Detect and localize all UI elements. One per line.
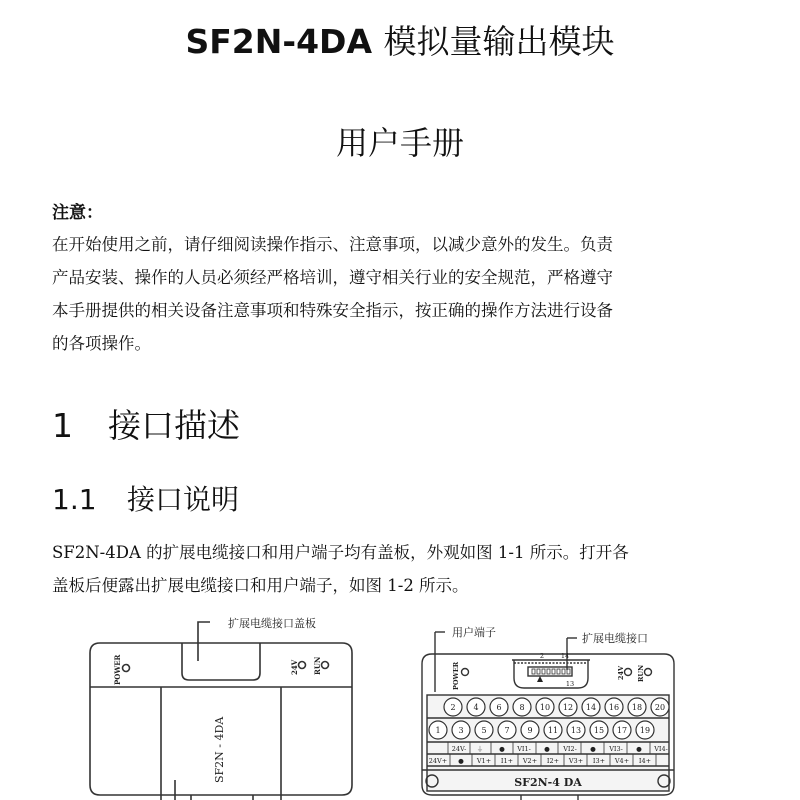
terminal-label: V4+	[614, 757, 630, 765]
terminal-number: 5	[481, 726, 487, 735]
section-number: 1	[52, 406, 73, 445]
terminal-number: 14	[585, 703, 597, 712]
terminal-label: V1+	[476, 757, 492, 765]
svg-text:14: 14	[560, 652, 570, 660]
note-line: 在开始使用之前，请仔细阅读操作指示、注意事项，以减少意外的发生。负责	[52, 235, 613, 254]
terminal-number: 11	[547, 726, 559, 735]
led-run-label: RUN	[313, 656, 322, 675]
figure-module-open	[410, 620, 700, 800]
terminal-number: 18	[631, 703, 643, 712]
terminal-label: V3+	[568, 757, 584, 765]
note-line: 的各项操作。	[52, 334, 151, 353]
terminal-label: I3+	[592, 757, 606, 765]
terminal-label: ●	[636, 745, 642, 753]
title-chinese: 模拟量输出模块	[383, 22, 615, 61]
terminal-number: 9	[527, 726, 533, 735]
terminal-label: 24V+	[428, 757, 448, 765]
callout-user-terminals: 用户端子	[452, 626, 496, 639]
connector-pins	[532, 669, 570, 674]
callout-cable-cover: 扩展电缆接口盖板	[228, 617, 316, 630]
power-label: POWER	[452, 661, 460, 690]
terminal-label: VI4-	[654, 745, 668, 753]
ground-icon: ⏚	[476, 745, 484, 753]
terminal-number: 1	[435, 726, 441, 735]
terminal-number: 19	[639, 726, 651, 735]
model-label: SF2N-4 DA	[514, 776, 582, 789]
led-run-label: RUN	[637, 664, 645, 682]
terminal-label: I2+	[546, 757, 560, 765]
section-heading-1	[52, 400, 240, 447]
terminal-label: VI1-	[517, 745, 531, 753]
note-line: 本手册提供的相关设备注意事项和特殊安全指示，按正确的操作方法进行设备	[52, 301, 613, 320]
document-title	[0, 16, 800, 63]
intro-line: SF2N-4DA 的扩展电缆接口和用户端子均有盖板，外观如图 1-1 所示。打开各	[52, 543, 629, 562]
terminal-label: ●	[458, 757, 464, 765]
section-number: 1.1	[52, 483, 97, 516]
note-line: 产品安装、操作的人员必须经严格培训，遵守相关行业的安全规范，严格遵守	[52, 268, 613, 287]
terminal-label: 24V-	[451, 745, 467, 753]
terminal-number: 2	[450, 703, 456, 712]
document-subtitle: 用户手册	[335, 124, 464, 162]
terminal-number: 20	[654, 703, 666, 712]
terminal-number: 15	[593, 726, 605, 735]
svg-text:13: 13	[565, 680, 575, 688]
terminal-number: 4	[473, 703, 479, 712]
terminal-label: VI3-	[609, 745, 623, 753]
terminal-number: 16	[608, 703, 620, 712]
title-model: SF2N-4DA	[185, 22, 372, 61]
led-24v-label: 24V	[290, 659, 299, 675]
terminal-number: 13	[570, 726, 582, 735]
terminal-number: 7	[504, 726, 510, 735]
intro-paragraph	[52, 536, 752, 602]
section-heading-1-1	[52, 478, 239, 518]
terminal-label: I1+	[500, 757, 514, 765]
terminal-label: ●	[590, 745, 596, 753]
section-title: 接口说明	[127, 483, 240, 516]
terminal-number: 6	[496, 703, 502, 712]
note-paragraph	[52, 228, 752, 360]
intro-line: 盖板后便露出扩展电缆接口和用户端子，如图 1-2 所示。	[52, 576, 469, 595]
led-24v-label: 24V	[617, 665, 625, 680]
terminal-label: I4+	[638, 757, 652, 765]
terminal-label: ●	[499, 745, 505, 753]
terminal-number: 17	[616, 726, 628, 735]
power-label: POWER	[113, 654, 122, 685]
model-label: SF2N - 4DA	[213, 716, 226, 783]
terminal-number: 12	[562, 703, 574, 712]
terminal-label: VI2-	[563, 745, 577, 753]
terminal-number: 10	[539, 703, 551, 712]
callout-expansion-connector: 扩展电缆接口	[582, 632, 648, 645]
terminal-label: V2+	[522, 757, 538, 765]
note-label: 注意：	[52, 203, 103, 223]
terminal-number: 8	[519, 703, 525, 712]
terminal-label: ●	[544, 745, 550, 753]
figure-module-closed	[80, 605, 380, 800]
section-title: 接口描述	[108, 406, 240, 445]
svg-text:2: 2	[539, 652, 545, 660]
terminal-number: 3	[458, 726, 464, 735]
